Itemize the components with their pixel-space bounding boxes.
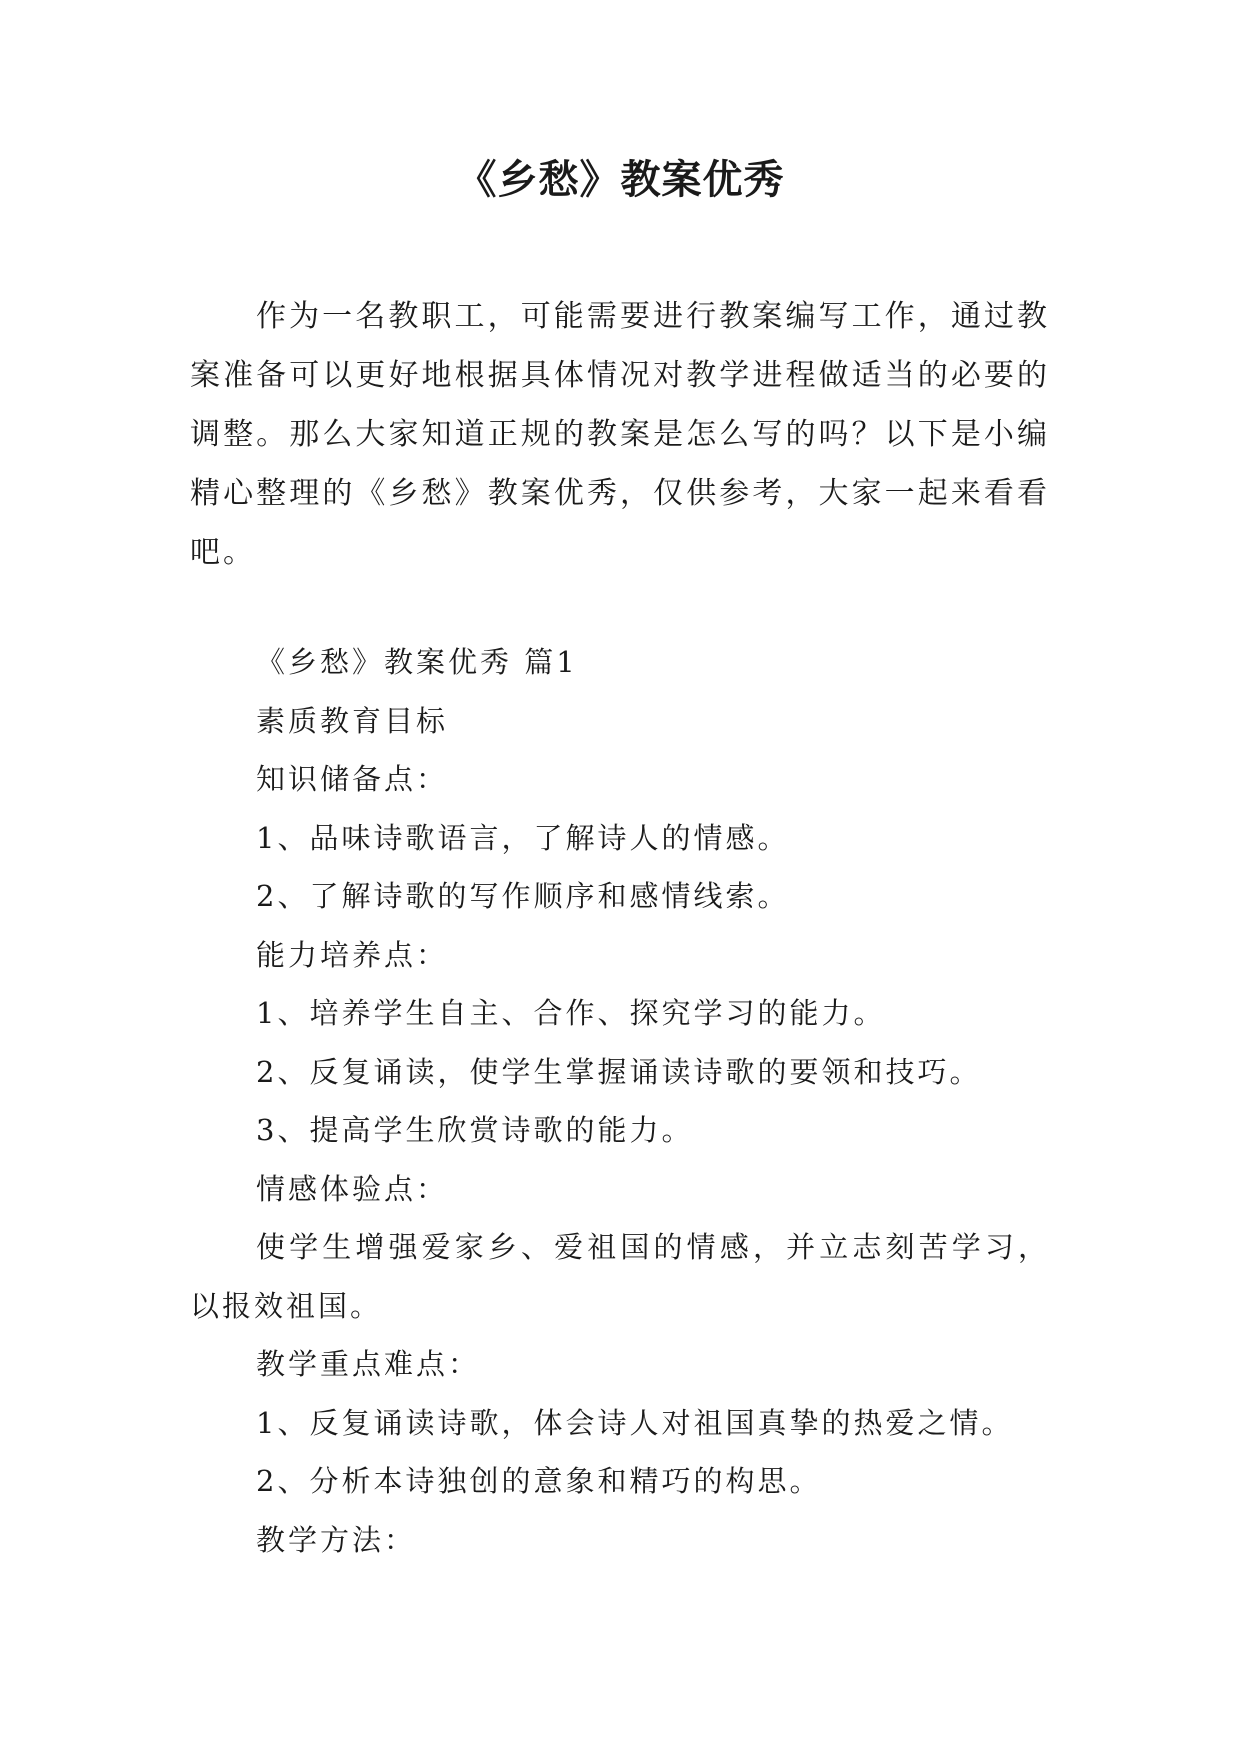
body-line: 教学方法：: [256, 1522, 417, 1557]
document-title: 《乡愁》教案优秀: [456, 157, 785, 203]
body-line: 2、了解诗歌的写作顺序和感情线索。: [256, 879, 790, 913]
body-line: 2、分析本诗独创的意象和精巧的构思。: [256, 1464, 822, 1498]
body-line: 能力培养点：: [256, 937, 449, 972]
section-heading: 《乡愁》教案优秀 篇1: [256, 645, 578, 679]
body-line: 知识储备点：: [256, 762, 449, 796]
body-line: 1、反复诵读诗歌，体会诗人对祖国真挚的热爱之情。: [256, 1405, 1014, 1440]
body-line: 1、培养学生自主、合作、探究学习的能力。: [256, 996, 886, 1030]
intro-paragraph: 作为一名教职工，可能需要进行教案编写工作，通过教案准备可以更好地根据具体情况对教学进程做适当的必要的调整。那么大家知道正规的教案是怎么写的吗？以下是小编精心整理的《乡愁》教案优秀，仅供参考，大家一起来看看吧。: [190, 299, 1050, 570]
body-line: 教学重点难点：: [256, 1347, 481, 1381]
body-line: 素质教育目标: [256, 703, 449, 738]
body-line: 1、品味诗歌语言，了解诗人的情感。: [256, 820, 790, 855]
body-line: 3、提高学生欣赏诗歌的能力。: [256, 1113, 694, 1147]
body-paragraph: 使学生增强爱家乡、爱祖国的情感，并立志刻苦学习，以报效祖国。: [190, 1230, 1050, 1323]
body-line: 情感体验点：: [256, 1171, 449, 1206]
document-body: [190, 633, 1050, 1569]
body-line: 2、反复诵读，使学生掌握诵读诗歌的要领和技巧。: [256, 1054, 982, 1089]
